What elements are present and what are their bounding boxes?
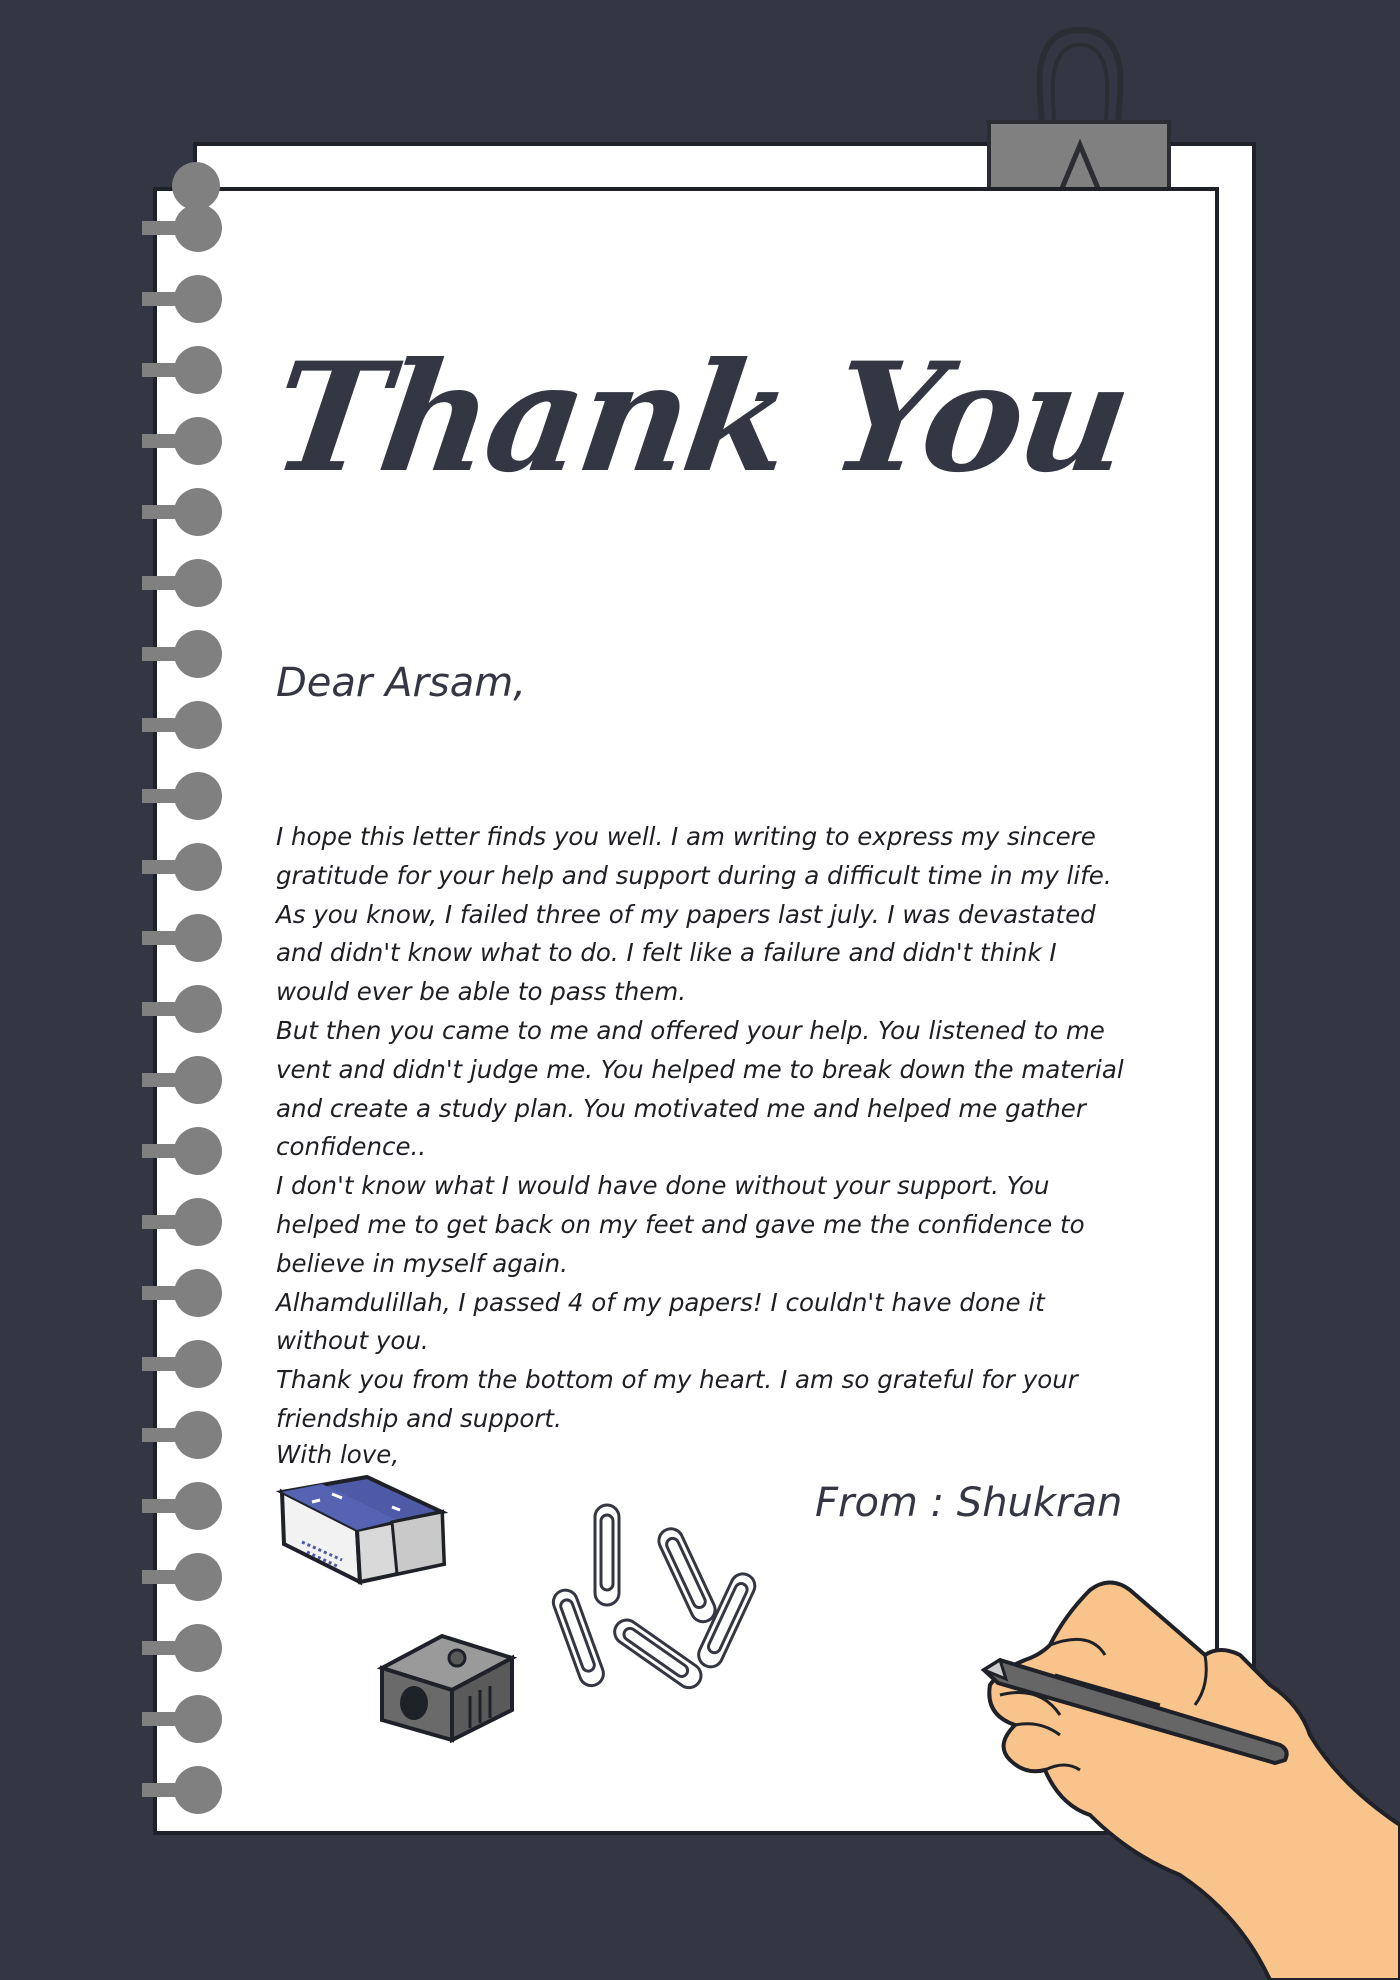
hand-with-pen-icon [980, 1575, 1400, 1980]
spiral-ring-icon [174, 1624, 222, 1672]
letter-paragraph: Thank you from the bottom of my heart. I am so grateful for your friendship and support. [276, 1365, 1078, 1433]
letter-paragraph: Alhamdulillah, I passed 4 of my papers! I couldn't have done it without you. [276, 1287, 1045, 1356]
spiral-ring-icon [174, 985, 222, 1033]
letter-paragraph: As you know, I failed three of my papers last july. I was devastated and didn't know what to do. I felt like a failure and didn't think I would ever be able to pass them. [276, 899, 1096, 1007]
salutation: Dear Arsam, [276, 660, 526, 706]
spiral-ring-icon [174, 772, 222, 820]
spiral-ring-icon [174, 1766, 222, 1814]
spiral-ring-icon [174, 1340, 222, 1388]
spiral-ring-icon [174, 701, 222, 749]
spiral-ring-icon [174, 275, 222, 323]
spiral-ring-icon [174, 559, 222, 607]
eraser-icon [272, 1472, 452, 1612]
spiral-ring-icon [174, 914, 222, 962]
spiral-ring-icon [174, 1482, 222, 1530]
signature: From : Shukran [815, 1480, 1123, 1526]
spiral-ring-icon [174, 1411, 222, 1459]
letter-paragraph: I hope this letter finds you well. I am writing to express my sincere gratitude for your help and support during a difficult time in my life. [276, 822, 1112, 890]
spiral-ring-icon [174, 1695, 222, 1743]
spiral-ring-icon [174, 204, 222, 252]
spiral-ring-icon [174, 630, 222, 678]
spiral-ring-icon [174, 843, 222, 891]
pencil-sharpener-icon [372, 1628, 520, 1748]
spiral-ring-icon [174, 1127, 222, 1175]
letter-paragraph: I don't know what I would have done without your support. You helped me to get back on my feet and gave me the confidence to believe in myself again. [276, 1171, 1085, 1278]
paper-clip-icon [545, 1500, 785, 1710]
letter-body [276, 818, 1136, 1439]
spiral-ring-icon [174, 1056, 222, 1104]
letter-title: Thank You [262, 330, 1138, 506]
closing: With love, [276, 1440, 400, 1469]
letter-paragraph: But then you came to me and offered your help. You listened to me vent and didn't judge me. You helped me to break down the material and create a study plan. You motivated me and helped me gather confidence.. [276, 1015, 1124, 1162]
spiral-ring-icon [174, 1198, 222, 1246]
spiral-ring-icon [174, 1269, 222, 1317]
spiral-ring-icon [174, 1553, 222, 1601]
